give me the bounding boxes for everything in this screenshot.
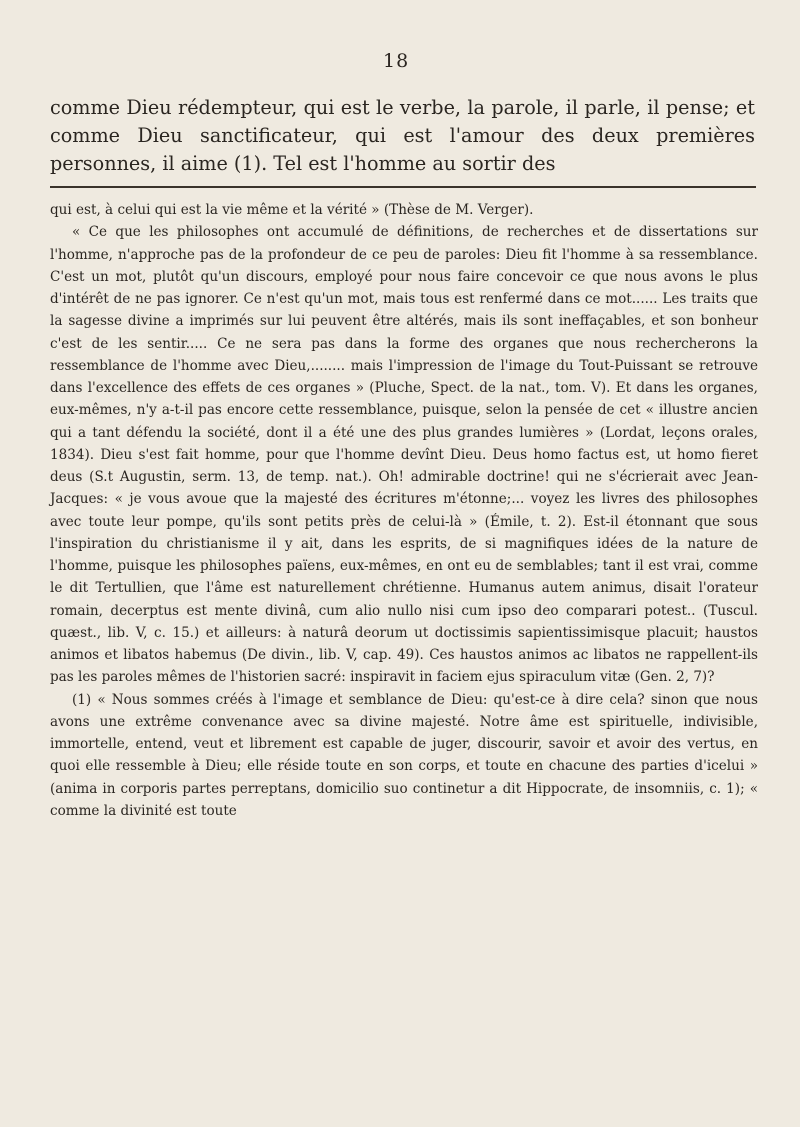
footnote-divider [50, 186, 756, 188]
main-paragraph: comme Dieu rédempteur, qui est le verbe, la parole, il parle, il pense; et comme Dieu sanctificateur, qui est l'amour des deux premières personnes, il aime (1). Tel est l'homme au sortir des [50, 96, 755, 175]
main-text [50, 94, 755, 178]
footnotes [50, 199, 758, 822]
footnote-quote: « Ce que les philosophes ont accumulé de définitions, de recherches et de dissertations sur l'homme, n'approche pas de la profondeur de ce peu de paroles: Dieu fit l'homme à sa ressemblance. C'est un mot, plutôt qu'un discours, employé pour nous faire concevoir ce que nous avons le plus d'intérêt de ne pas ignorer. Ce n'est qu'un mot, mais tous est renfermé dans ce mot...... Les traits que la sagesse divine a imprimés sur lui peuvent être altérés, mais ils sont ineffaçables, et son bonheur c'est de les sentir..... Ce ne sera pas dans la forme des organes que nous rechercherons la ressemblance de l'homme avec Dieu,........ mais l'impression de l'image du Tout-Puissant se retrouve dans l'excellence des effets de ces organes » (Pluche, Spect. de la nat., tom. V). Et dans les organes, eux-mêmes, n'y a-t-il pas encore cette ressemblance, puisque, selon la pensée de cet « illustre ancien qui a tant défendu la société, dont il a été une des plus grandes lumières » (Lordat, leçons orales, 1834). Dieu s'est fait homme, pour que l'homme devînt Dieu. Deus homo factus est, ut homo fieret deus (S.t Augustin, serm. 13, de temp. nat.). Oh! admirable doctrine! qui ne s'écrierait avec Jean-Jacques: « je vous avoue que la majesté des écritures m'étonne;... voyez les livres des philosophes avec toute leur pompe, qu'ils sont petits près de celui-là » (Émile, t. 2). Est-il étonnant que sous l'inspiration du christianisme il y ait, dans les esprits, de si magnifiques idées de la nature de l'homme, puisque les philosophes païens, eux-mêmes, en ont eu de semblables; tant il est vrai, comme le dit Tertullien, que l'âme est naturellement chrétienne. Humanus autem animus, disait l'orateur romain, decerptus est mente divinâ, cum alio nullo nisi cum ipso deo comparari potest.. (Tuscul. quæst., lib. V, c. 15.) et ailleurs: à naturâ deorum ut doctissimis sapientissimisque placuit; haustos animos et libatos habemus (De divin., lib. V, cap. 49). Ces haustos animos ac libatos ne rappellent-ils pas les paroles mêmes de l'historien sacré: inspiravit in faciem ejus spiraculum vitæ (Gen. 2, 7)? [50, 224, 758, 686]
page-number: 18 [383, 50, 410, 72]
footnote-1: (1) « Nous sommes créés à l'image et semblance de Dieu: qu'est-ce à dire cela? sinon que nous avons une extrême convenance avec sa divine majesté. Notre âme est spirituelle, indivisible, immortelle, entend, veut et librement est capable de juger, discourir, savoir et avoir des vertus, en quoi elle ressemble à Dieu; elle réside toute en son corps, et toute en chacune des parties d'icelui » (anima in corporis partes perreptans, domicilio suo continetur a dit Hippocrate, de insomniis, c. 1); « comme la divinité est toute [50, 691, 758, 819]
footnote-continuation: qui est, à celui qui est la vie même et la vérité » (Thèse de M. Verger). [50, 202, 534, 218]
